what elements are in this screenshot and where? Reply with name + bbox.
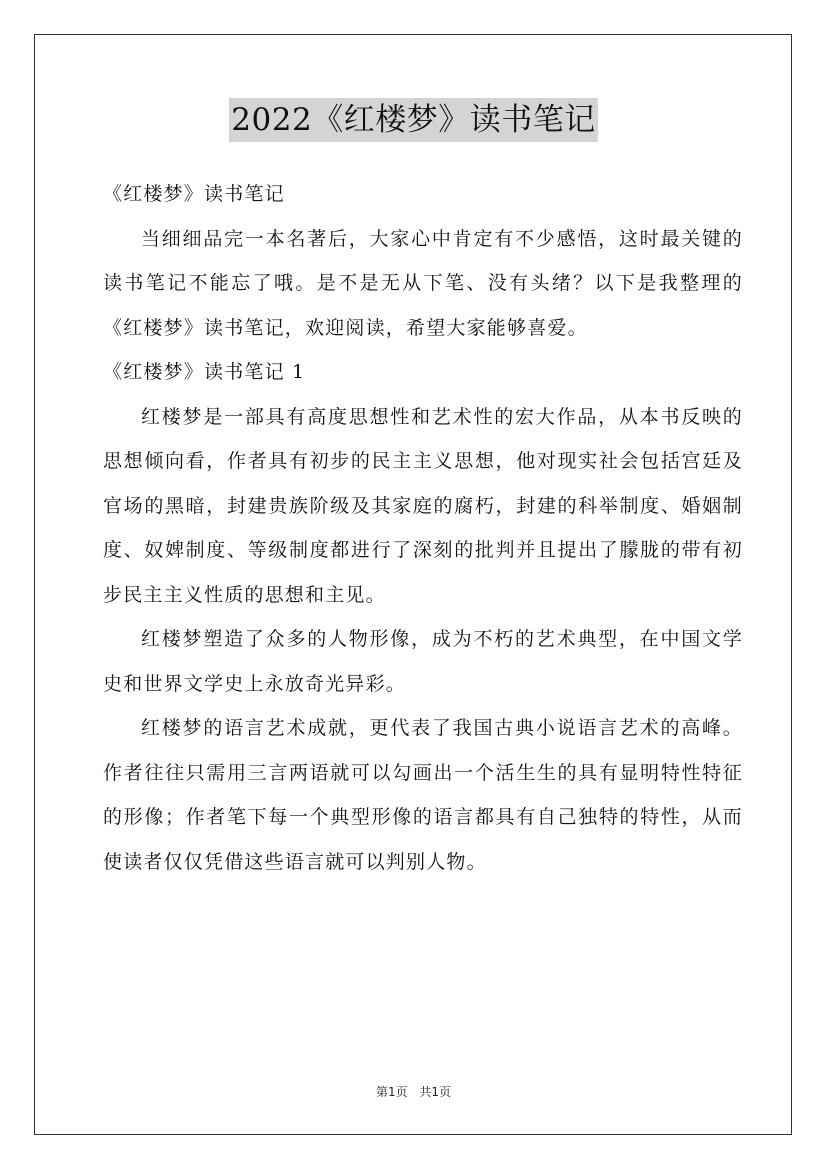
title-container — [0, 98, 827, 142]
document-body — [103, 172, 743, 884]
section-heading: 《红楼梦》读书笔记 — [103, 183, 285, 205]
body-paragraph: 红楼梦的语言艺术成就，更代表了我国古典小说语言艺术的高峰。作者往往只需用三言两语就可以勾画出一个活生生的具有显明特性特征的形像；作者笔下每一个典型形像的语言都具有自己独特的特性，从而使读者仅仅凭借这些语言就可以判别人物。 — [103, 717, 743, 873]
document-title: 2022《红楼梦》读书笔记 — [229, 98, 597, 142]
page-number: 第1页 — [375, 1085, 408, 1099]
page-total: 共1页 — [419, 1085, 452, 1099]
body-paragraph: 红楼梦是一部具有高度思想性和艺术性的宏大作品，从本书反映的思想倾向看，作者具有初步的民主主义思想，他对现实社会包括宫廷及官场的黑暗，封建贵族阶级及其家庭的腐朽，封建的科举制度、婚姻制度、奴婢制度、等级制度都进行了深刻的批判并且提出了朦胧的带有初步民主主义性质的思想和主见。 — [103, 405, 743, 606]
intro-paragraph: 当细细品完一本名著后，大家心中肯定有不少感悟，这时最关键的读书笔记不能忘了哦。是不是无从下笔、没有头绪？以下是我整理的《红楼梦》读书笔记，欢迎阅读，希望大家能够喜爱。 — [103, 227, 743, 339]
page-footer — [0, 1083, 827, 1100]
body-paragraph: 红楼梦塑造了众多的人物形像，成为不朽的艺术典型，在中国文学史和世界文学史上永放奇光异彩。 — [103, 628, 743, 695]
section-heading-1: 《红楼梦》读书笔记 1 — [103, 361, 306, 383]
